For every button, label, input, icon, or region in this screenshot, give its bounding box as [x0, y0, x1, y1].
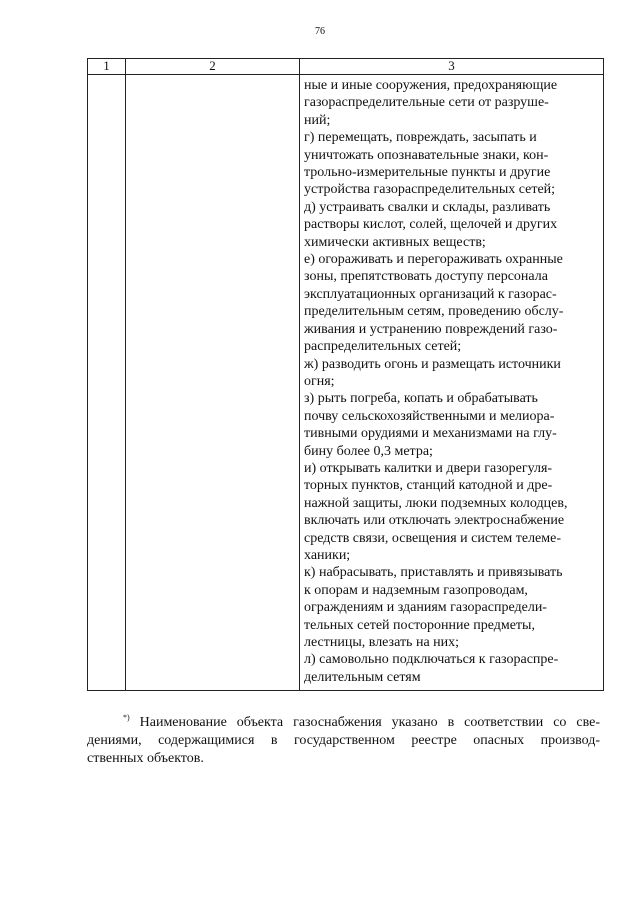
table-header-row	[88, 59, 604, 75]
text-line: нажной защиты, люки подземных колодцев,	[304, 495, 568, 511]
footnote-line-2: дениями, содержащимися в государственном реестре опасных производ-	[87, 733, 600, 748]
text-line: и) открывать калитки и двери газорегуля-	[304, 460, 553, 476]
text-line: газораспределительные сети от разруше-	[304, 95, 549, 111]
text-line: лестницы, влезать на них;	[304, 635, 460, 650]
text-line: огня;	[304, 373, 335, 389]
column-header-2: 2	[126, 59, 300, 75]
text-line: л) самовольно подключаться к газораспре-	[304, 652, 559, 668]
text-line: ж) разводить огонь и размещать источники	[304, 356, 561, 372]
text-line: тивными орудиями и механизмами на глу-	[304, 426, 557, 442]
table-cell-col1	[88, 75, 126, 691]
text-line: к) набрасывать, приставлять и привязывать	[304, 565, 563, 581]
text-line: растворы кислот, солей, щелочей и других	[304, 217, 558, 233]
footnote-marker: *)	[123, 713, 130, 722]
text-line: г) перемещать, повреждать, засыпать и	[304, 130, 537, 146]
text-line: почву сельскохозяйственными и мелиора-	[304, 408, 555, 424]
text-line: е) огораживать и перегораживать охранные	[304, 252, 563, 268]
table-row	[88, 75, 604, 691]
text-line: ные и иные сооружения, предохраняющие	[304, 78, 558, 93]
table-cell-col3	[300, 75, 604, 691]
requirements-table	[87, 58, 604, 691]
text-line: тельных сетей посторонние предметы,	[304, 617, 535, 633]
text-line: устройства газораспределительных сетей;	[304, 182, 556, 198]
text-line: ханики;	[304, 547, 351, 563]
prohibitions-text	[300, 75, 603, 690]
text-line: ограждениям и зданиям газораспредели-	[304, 600, 547, 616]
table-cell-col2	[126, 75, 300, 691]
text-line: включать или отключать электроснабжение	[304, 513, 565, 529]
text-line: пределительным сетям, проведению обслу-	[304, 304, 564, 320]
page-number: 76	[315, 26, 325, 37]
text-line: средств связи, освещения и систем телеме-	[304, 530, 562, 546]
text-line: д) устраивать свалки и склады, разливать	[304, 199, 551, 215]
text-line: торных пунктов, станций катодной и дре-	[304, 478, 553, 494]
text-line: делительным сетям	[304, 669, 421, 685]
text-line: з) рыть погреба, копать и обрабатывать	[304, 391, 538, 407]
text-line: живания и устранению повреждений газо-	[304, 321, 558, 337]
text-line: эксплуатационных организаций к газорас-	[304, 286, 557, 302]
text-line: зоны, препятствовать доступу персонала	[304, 269, 548, 285]
text-line: уничтожать опознавательные знаки, кон-	[304, 147, 549, 163]
text-line: химически активных веществ;	[304, 234, 486, 250]
text-line: распределительных сетей;	[304, 339, 462, 355]
footnote-text-1: Наименование объекта газоснабжения указано в соответствии со све-	[139, 715, 600, 730]
footnote-line-3: ственных объектов.	[87, 751, 204, 766]
text-line: ний;	[304, 112, 331, 128]
column-header-3: 3	[300, 59, 604, 75]
footnote-line-1	[87, 714, 600, 732]
text-line: бину более 0,3 метра;	[304, 443, 433, 459]
column-header-1: 1	[88, 59, 126, 75]
footnote	[87, 714, 600, 768]
text-line: трольно-измерительные пункты и другие	[304, 165, 551, 181]
text-line: к опорам и надземным газопроводам,	[304, 582, 528, 598]
